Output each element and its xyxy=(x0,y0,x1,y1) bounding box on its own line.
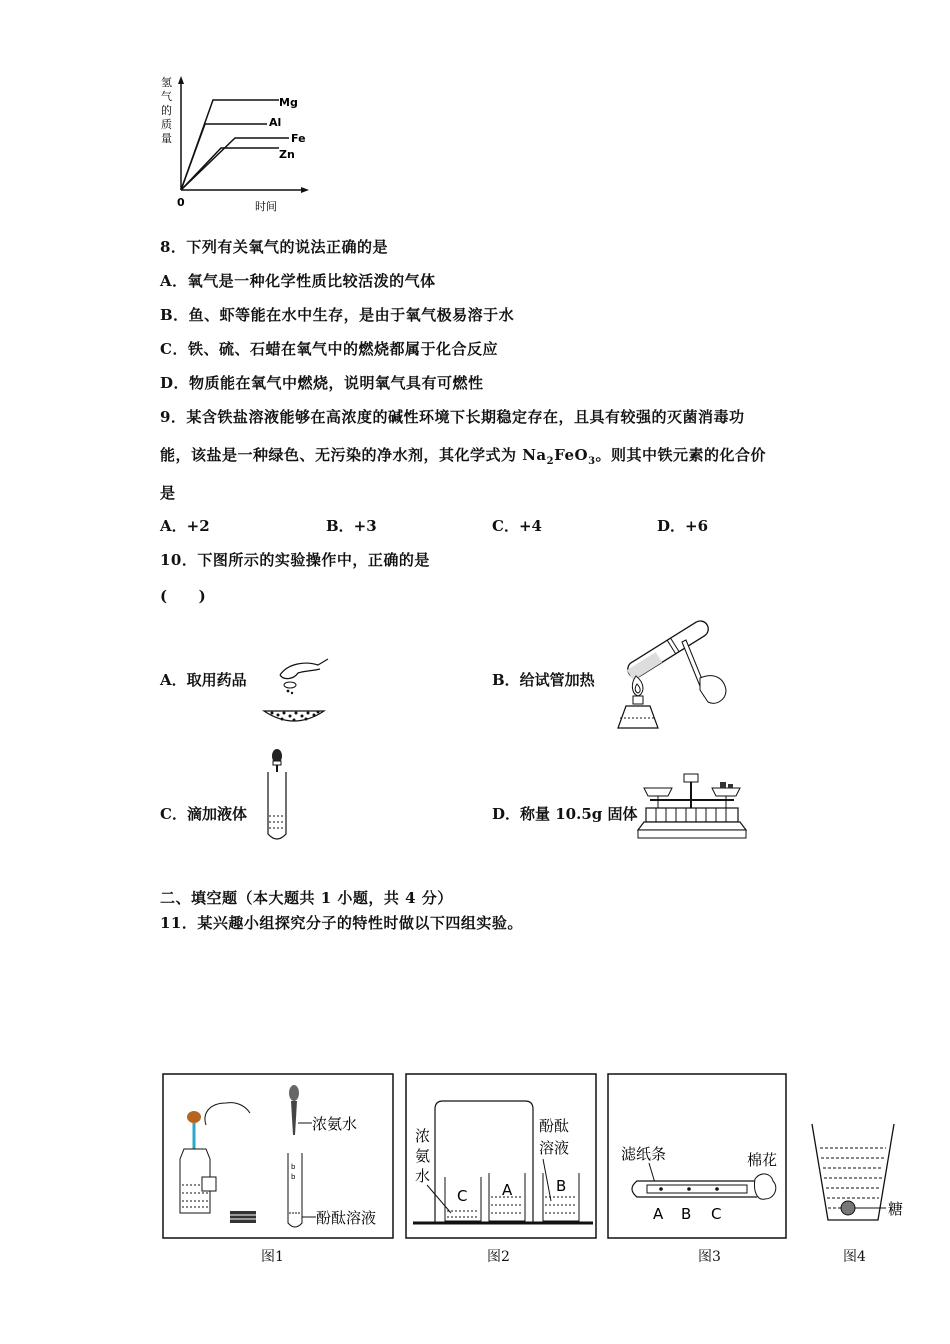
q9-option-a: A．+2 xyxy=(160,517,210,535)
q10-stem: 10．下图所示的实验操作中，正确的是 xyxy=(160,551,430,569)
fig3-caption: 图3 xyxy=(698,1249,721,1265)
fig4-label-sugar: 糖 xyxy=(888,1200,904,1218)
q11-stem: 11．某兴趣小组探究分子的特性时做以下四组实验。 xyxy=(160,914,523,932)
q10-bracket: ( ) xyxy=(160,587,207,605)
graph-origin: 0 xyxy=(177,196,185,209)
section2-title: 二、填空题（本大题共 1 小题，共 4 分） xyxy=(160,889,453,907)
q10-option-c: C．滴加液体 xyxy=(160,805,247,823)
fig3-label-filter-paper: 滤纸条 xyxy=(621,1145,667,1163)
q8-option-b: B．鱼、虾等能在水中生存，是由于氧气极易溶于水 xyxy=(160,306,515,324)
graph-series-zn: Zn xyxy=(279,148,295,161)
fig2-label-left-2: 氨 xyxy=(415,1147,431,1165)
graph-series-fe: Fe xyxy=(291,132,306,145)
fig1-tube-mark-1: b xyxy=(291,1163,296,1171)
fig2-caption: 图2 xyxy=(487,1249,510,1265)
q10-option-a: A．取用药品 xyxy=(160,671,247,689)
fig1-label-ammonia: 浓氨水 xyxy=(312,1115,358,1133)
q10-b-illustration xyxy=(604,614,732,732)
fig3-point-b: B xyxy=(681,1205,692,1223)
q9-sub2: 2 xyxy=(546,456,555,467)
q9-sub3: 3 xyxy=(588,456,596,467)
fig3-label-cotton: 棉花 xyxy=(747,1151,778,1169)
fig1-tube-mark-2: b xyxy=(291,1173,296,1181)
q8-stem: 8．下列有关氧气的说法正确的是 xyxy=(160,238,388,256)
q10-a-illustration xyxy=(258,655,333,727)
q10-option-b: B．给试管加热 xyxy=(492,671,595,689)
figure-4 xyxy=(808,1120,918,1230)
fig2-beaker-a: A xyxy=(502,1181,513,1199)
graph-ylabel-1: 氢 xyxy=(161,76,172,89)
figure-3 xyxy=(607,1073,787,1239)
fig3-point-a: A xyxy=(653,1205,664,1223)
q8-option-a: A．氧气是一种化学性质比较活泼的气体 xyxy=(160,272,436,290)
graph-series-mg: Mg xyxy=(279,96,298,109)
q9-option-d: D．+6 xyxy=(657,517,709,535)
q9-line2-post: 。则其中铁元素的化合价 xyxy=(595,446,767,464)
fig2-label-right-2: 溶液 xyxy=(539,1139,570,1157)
q9-option-b: B．+3 xyxy=(326,517,377,535)
graph-xlabel: 时间 xyxy=(255,200,277,213)
fig2-label-right-1: 酚酞 xyxy=(539,1117,570,1135)
figure-2 xyxy=(405,1073,597,1239)
q8-option-c: C．铁、硫、石蜡在氧气中的燃烧都属于化合反应 xyxy=(160,340,498,358)
q10-d-illustration xyxy=(636,768,748,842)
fig2-label-left-1: 浓 xyxy=(415,1127,431,1145)
graph-ylabel-3: 的 xyxy=(161,104,172,117)
q9-line3: 是 xyxy=(160,484,176,502)
graph-ylabel-2: 气 xyxy=(161,90,172,103)
q9-option-c: C．+4 xyxy=(492,517,542,535)
fig2-beaker-b: B xyxy=(556,1177,567,1195)
q9-line2-mid: FeO xyxy=(554,446,589,464)
q9-line1: 9．某含铁盐溶液能够在高浓度的碱性环境下长期稳定存在，且具有较强的灭菌消毒功 xyxy=(160,408,745,426)
graph-ylabel-5: 量 xyxy=(161,132,172,145)
graph-series-al: Al xyxy=(269,116,282,129)
fig2-beaker-c: C xyxy=(457,1187,468,1205)
q10-c-illustration xyxy=(262,748,292,844)
q8-option-d: D．物质能在氧气中燃烧，说明氧气具有可燃性 xyxy=(160,374,484,392)
metal-hydrogen-graph xyxy=(155,72,315,217)
graph-ylabel-4: 质 xyxy=(161,118,172,131)
q9-line2-pre: 能，该盐是一种绿色、无污染的净水剂，其化学式为 Na xyxy=(160,446,547,464)
fig4-caption: 图4 xyxy=(843,1249,866,1265)
q9-line2 xyxy=(160,444,766,467)
fig1-label-phenolphthalein: 酚酞溶液 xyxy=(316,1209,377,1227)
figure-1 xyxy=(162,1073,394,1239)
q10-option-d: D．称量 10.5g 固体 xyxy=(492,805,638,823)
fig1-caption: 图1 xyxy=(261,1249,284,1265)
fig2-label-left-3: 水 xyxy=(415,1167,431,1185)
fig3-point-c: C xyxy=(711,1205,722,1223)
